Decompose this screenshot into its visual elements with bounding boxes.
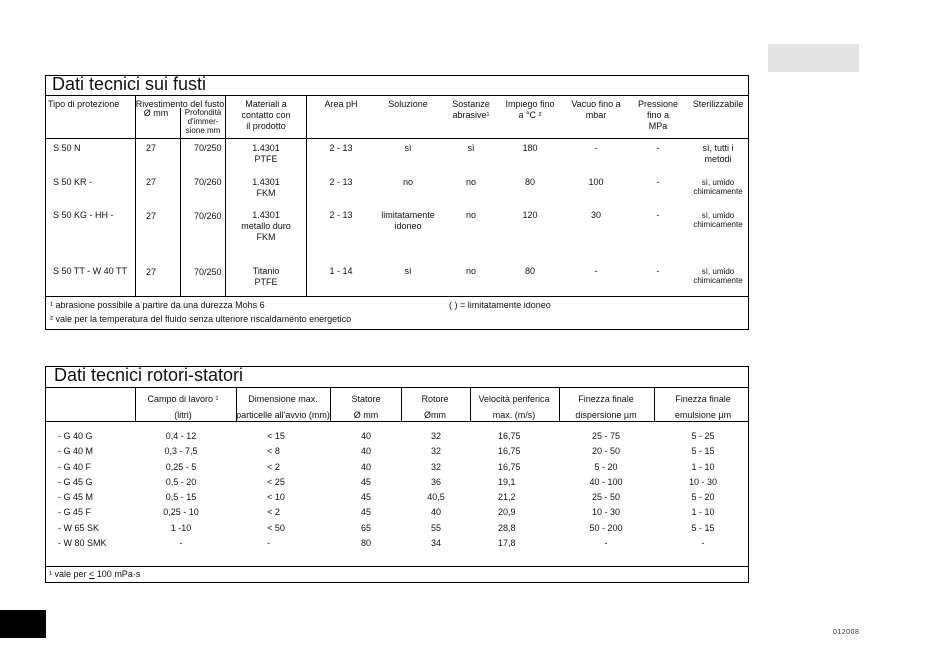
table-cell: 5 - 20: [691, 492, 715, 503]
table-cell: sì, umido chimicamente: [693, 178, 743, 196]
table-cell: sì: [404, 143, 412, 153]
rotori-col-velocita: [498, 429, 521, 551]
fusti-footnote-2: ² vale per la temperatura del fluido senza ulteriore riscaldamento energetico: [50, 314, 352, 324]
table-row-tipo: S 50 KR -: [53, 177, 93, 187]
rotori-col-finezza-emulsione: [689, 429, 717, 551]
table-cell: sì, umido chimicamente: [693, 267, 743, 285]
section-tab: [768, 44, 859, 72]
table-cell: 40 - 100: [589, 476, 623, 487]
rotori-col-statore: [361, 429, 371, 551]
fusti-footnote-1: ¹ abrasione possibile a partire da una durezza Mohs 6: [50, 300, 265, 310]
header-finezza-emulsione: Finezza finale emulsione µm: [674, 394, 732, 420]
header-sterilizzabile: Sterilizzabile: [692, 99, 744, 109]
header-rivestimento: Rivestimento del fusto: [135, 99, 225, 109]
table-cell: 70/250: [194, 267, 222, 277]
table-cell: 1.4301 FKM: [252, 177, 280, 198]
table-cell: 40: [430, 507, 441, 518]
table-cell: 180: [522, 143, 538, 153]
table-cell: 17,8: [498, 538, 516, 549]
table-cell: sì, tutti i metodi: [702, 143, 734, 164]
table-cell: 27: [145, 211, 157, 221]
table-cell: -: [656, 143, 660, 153]
table-cell: 0,5 - 15: [165, 492, 197, 503]
table-cell: 5 - 20: [594, 461, 618, 472]
page-tab-marker: [0, 610, 46, 638]
header-diametro: Ø mm: [143, 108, 169, 118]
table-cell: < 2: [267, 507, 280, 518]
table-cell: < 2: [267, 461, 280, 472]
table-cell: 32: [430, 431, 441, 441]
header-statore: Statore Ø mm: [351, 394, 381, 420]
table-cell: limitatamente idoneo: [381, 210, 435, 231]
table-cell: Titanio PTFE: [252, 266, 280, 287]
table-cell: -: [701, 538, 705, 549]
table-cell: 20,9: [498, 507, 516, 518]
table-cell: 1.4301 metallo duro FKM: [241, 210, 291, 242]
rotori-title: Dati tecnici rotori-statori: [54, 365, 244, 385]
table-cell: 40: [360, 446, 372, 457]
table-cell: 1 - 10: [691, 461, 715, 472]
table-cell: 80: [524, 266, 536, 276]
table-cell: 40: [360, 431, 372, 441]
table-cell: 25 - 50: [591, 492, 621, 503]
table-cell: 80: [524, 177, 536, 187]
table-cell: - G 40 G: [58, 431, 93, 441]
table-cell: -: [656, 177, 660, 187]
table-cell: - W 80 SMK: [58, 538, 107, 549]
le-symbol: <: [89, 569, 95, 579]
table-cell: 120: [522, 210, 538, 220]
header-materiali: Materiali a contatto con il prodotto: [241, 99, 291, 131]
table-cell: 27: [145, 267, 157, 277]
header-rotore: Rotore Ømm: [421, 394, 449, 420]
table-cell: 100: [588, 177, 604, 187]
table-cell: 65: [360, 522, 372, 533]
table-cell: sì: [467, 143, 475, 153]
header-finezza-dispersione: Finezza finale dispersione µm: [575, 394, 637, 420]
table-cell: 40: [360, 461, 372, 472]
table-cell: 10 - 30: [688, 476, 718, 487]
table-cell: 0,25 - 10: [163, 507, 199, 518]
table-cell: 16,75: [498, 446, 521, 457]
header-profondita: Profondità d'immer- sione mm: [184, 108, 222, 135]
table-cell: < 15: [267, 431, 285, 441]
table-cell: 10 - 30: [591, 507, 621, 518]
header-sostanze: Sostanze abrasive¹: [452, 99, 490, 120]
table-cell: - G 45 G: [58, 476, 93, 487]
rotori-col-types: [58, 429, 107, 551]
table-cell: < 50: [267, 522, 285, 533]
table-cell: -: [594, 143, 598, 153]
table-cell: 45: [360, 492, 372, 503]
table-cell: 45: [360, 507, 372, 518]
table-cell: 16,75: [498, 431, 521, 441]
table-cell: -: [604, 538, 608, 549]
table-cell: 70/260: [194, 177, 222, 187]
rotori-col-finezza-dispersione: [589, 429, 622, 551]
table-cell: 36: [430, 476, 441, 487]
table-cell: sì: [404, 266, 412, 276]
table-cell: 1 - 10: [691, 507, 715, 518]
table-cell: no: [465, 177, 477, 187]
table-cell: 34: [430, 538, 441, 549]
fusti-footnote-legend: ( ) = limitatamente idoneo: [449, 300, 551, 310]
table-cell: 40,5: [427, 492, 445, 503]
table-cell: - G 45 M: [58, 492, 94, 503]
table-row-tipo: S 50 TT - W 40 TT: [53, 266, 128, 276]
table-cell: 70/250: [194, 143, 222, 153]
table-cell: 32: [430, 446, 441, 457]
rotori-col-rotore: [427, 429, 445, 551]
table-cell: 70/260: [194, 211, 222, 221]
header-tipo: Tipo di protezione: [48, 99, 120, 109]
table-cell: 1.4301 PTFE: [252, 143, 280, 164]
table-cell: 1 - 14: [329, 266, 353, 276]
table-cell: -: [656, 210, 660, 220]
table-cell: 16,75: [498, 461, 521, 472]
table-cell: 27: [145, 143, 157, 153]
table-cell: 28,8: [498, 522, 516, 533]
rotori-col-campo: [163, 429, 199, 551]
table-cell: 5 - 15: [691, 522, 715, 533]
header-vacuo: Vacuo fino a mbar: [571, 99, 621, 120]
table-cell: 0,5 - 20: [165, 476, 197, 487]
table-cell: -: [267, 538, 271, 549]
header-campo: Campo di lavoro ¹ (litri): [147, 394, 219, 420]
table-cell: no: [465, 266, 477, 276]
rotori-footnote: ¹ vale per < 100 mPa·s: [49, 569, 141, 579]
table-cell: - G 40 M: [58, 446, 94, 457]
table-cell: no: [402, 177, 414, 187]
fusti-title: Dati tecnici sui fusti: [52, 74, 207, 94]
table-cell: 19,1: [498, 476, 516, 487]
table-cell: 0,4 - 12: [165, 431, 197, 441]
table-cell: 0,3 - 7,5: [164, 446, 198, 457]
table-cell: - W 65 SK: [58, 522, 100, 533]
table-cell: < 10: [267, 492, 285, 503]
table-cell: 30: [590, 210, 602, 220]
table-cell: 2 - 13: [329, 177, 353, 187]
table-cell: -: [656, 266, 660, 276]
table-cell: 21,2: [498, 492, 516, 503]
table-cell: 55: [430, 522, 441, 533]
header-soluzione: Soluzione: [388, 99, 428, 109]
rotori-col-dimensione: [267, 429, 285, 551]
header-velocita: Velocità periferica max. (m/s): [478, 394, 550, 420]
header-dimensione: Dimensione max. particelle all'avvio (mm): [236, 394, 330, 420]
table-cell: - G 45 F: [58, 507, 92, 518]
table-cell: 32: [430, 461, 441, 472]
table-cell: 20 - 50: [591, 446, 621, 457]
header-ph: Area pH: [324, 99, 358, 109]
table-cell: 25 - 75: [591, 431, 621, 441]
table-cell: no: [465, 210, 477, 220]
table-cell: < 25: [267, 476, 285, 487]
table-cell: - G 40 F: [58, 461, 92, 472]
header-impiego: Impiego fino a °C ²: [505, 99, 555, 120]
table-cell: 27: [145, 177, 157, 187]
table-cell: 1 -10: [170, 522, 192, 533]
table-cell: 2 - 13: [329, 210, 353, 220]
table-cell: 2 - 13: [329, 143, 353, 153]
table-cell: 80: [360, 538, 372, 549]
table-row-tipo: S 50 KG - HH -: [53, 210, 114, 220]
table-cell: 50 - 200: [589, 522, 623, 533]
table-cell: 0,25 - 5: [165, 461, 197, 472]
page-code: 012008: [833, 629, 860, 636]
table-cell: -: [594, 266, 598, 276]
table-cell: sì, umido chimicamente: [693, 211, 743, 229]
table-cell: < 8: [267, 446, 280, 457]
header-pressione: Pressione fino a MPa: [637, 99, 679, 131]
table-cell: 5 - 25: [691, 431, 715, 441]
table-cell: 45: [360, 476, 372, 487]
table-cell: 5 - 15: [691, 446, 715, 457]
table-cell: -: [179, 538, 183, 549]
table-row-tipo: S 50 N: [53, 143, 81, 153]
